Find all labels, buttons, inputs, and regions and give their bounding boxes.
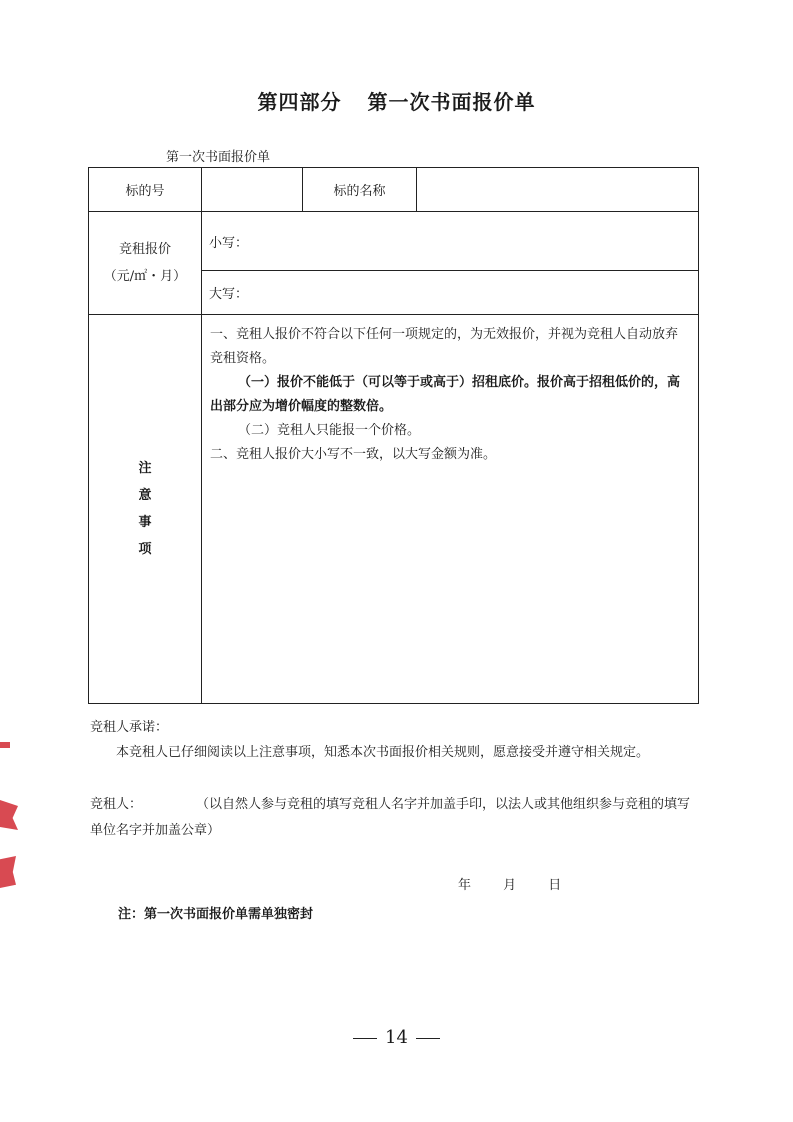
page-number-dash (416, 1038, 440, 1039)
commitment-text: 本竞租人已仔细阅读以上注意事项，知悉本次书面报价相关规则，愿意接受并遵守相关规定。 (116, 745, 650, 760)
bid-unit: （元/㎡・月） (103, 269, 187, 284)
lowercase-label: 小写： (209, 235, 249, 251)
notes-label-char: 注 (138, 461, 152, 476)
lot-name-field[interactable] (417, 168, 699, 212)
notes-line-3: （二）竞租人只能报一个价格。 (238, 423, 421, 438)
commitment-label: 竞租人承诺： (90, 720, 169, 735)
seal-fragment (0, 800, 18, 830)
date-line: 年 月 日 (458, 878, 562, 893)
notes-label-char: 事 (138, 515, 152, 530)
notes-line-2: （一）报价不能低于（可以等于或高于）招租底价。报价高于招租低价的，高出部分应为增价幅度的整数倍。 (210, 375, 681, 414)
bid-label-cell (89, 212, 202, 315)
title-name: 第一次书面报价单 (367, 90, 536, 114)
form-caption: 第一次书面报价单 (166, 150, 271, 165)
page-title (0, 86, 793, 115)
seal-fragment (0, 742, 10, 748)
notes-line-1: 一、竞租人报价不符合以下任何一项规定的，为无效报价，并视为竞租人自动放弃竞租资格。 (210, 327, 679, 366)
lot-number-label: 标的号 (89, 168, 202, 212)
notes-label-cell (89, 315, 202, 704)
page-number-dash (353, 1038, 377, 1039)
bid-form-table (88, 167, 699, 704)
lot-number-field[interactable] (202, 168, 303, 212)
bidder-label: 竞租人： (90, 797, 143, 812)
seal-fragment (0, 856, 16, 888)
lot-name-label: 标的名称 (303, 168, 417, 212)
notes-label-char: 意 (138, 488, 152, 503)
page-number-line (0, 1027, 793, 1048)
bid-label: 竞租报价 (118, 242, 171, 257)
bid-lowercase-row (89, 212, 699, 271)
uppercase-label: 大写： (209, 287, 249, 302)
notes-line-4: 二、竞租人报价大小写不一致，以大写金额为准。 (210, 447, 497, 462)
lowercase-field[interactable] (202, 212, 699, 271)
bidder-section (90, 792, 702, 844)
footer-note: 注：第一次书面报价单需单独密封 (118, 907, 314, 922)
title-part: 第四部分 (257, 90, 342, 114)
uppercase-field[interactable] (202, 271, 699, 315)
notes-content (202, 315, 699, 704)
bidder-instruction: （以自然人参与竞租的填写竞租人名字并加盖手印，以法人或其他组织参与竞租的填写单位名字并加盖公章） (90, 797, 691, 838)
notes-label-char: 项 (138, 542, 152, 557)
notes-row (89, 315, 699, 704)
lot-row (89, 168, 699, 212)
page-number: 14 (385, 1027, 408, 1048)
